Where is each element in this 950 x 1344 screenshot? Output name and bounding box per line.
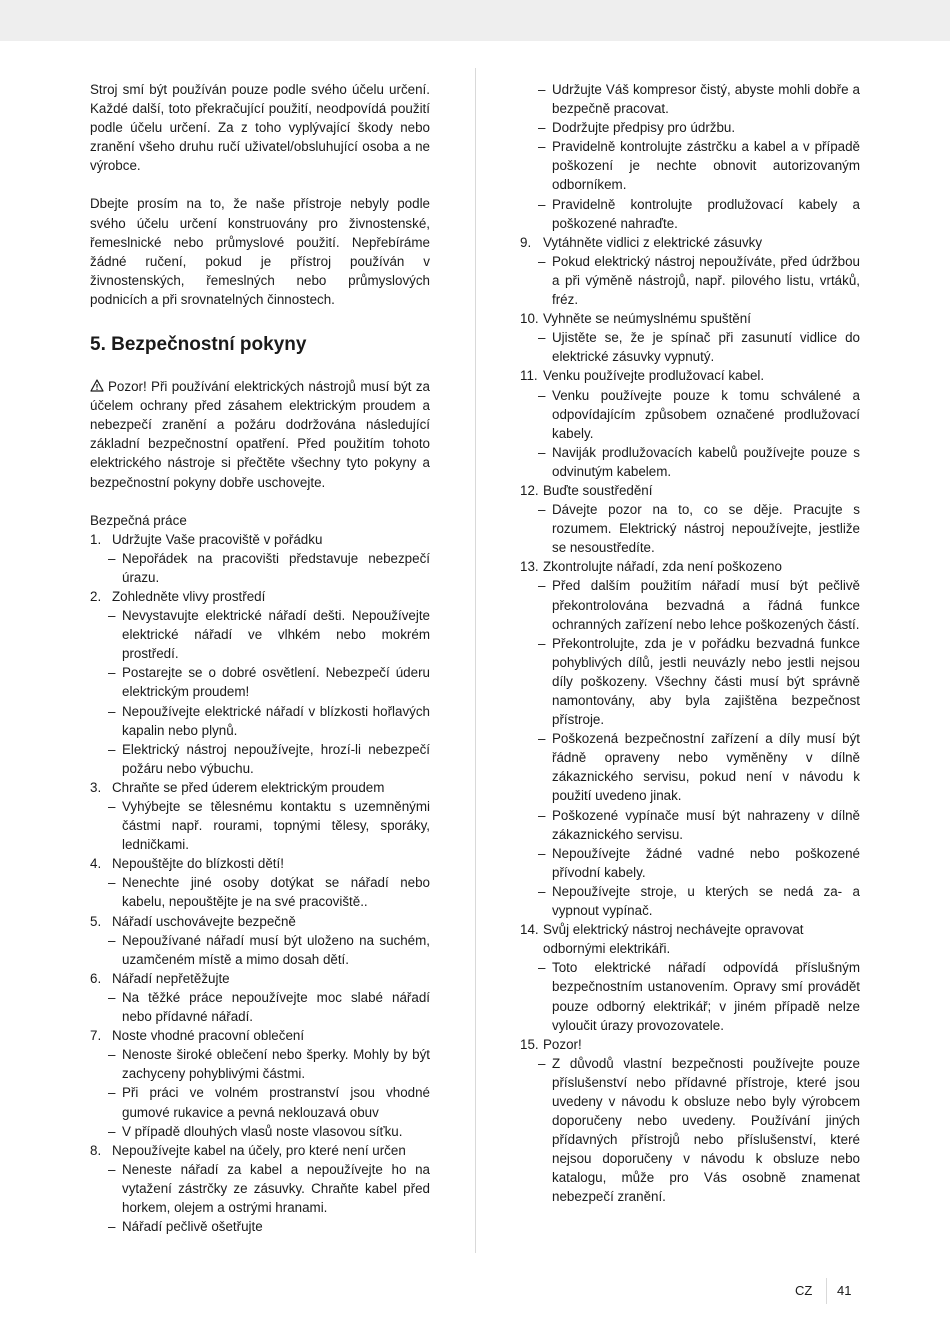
sub-list — [520, 252, 860, 309]
list-item-number: 10. — [520, 311, 539, 327]
list-item — [90, 587, 430, 778]
sub-list — [90, 606, 430, 778]
list-item-title — [520, 309, 860, 328]
right-top-sublist — [520, 80, 860, 233]
column-divider — [475, 68, 476, 1253]
sub-list-item: – Překontrolujte, zda je v pořádku bezvadná funkce pohyblivých dílů, jestli neuvázly nebo jestli nejsou díly poškozeny. Všechny části musí být správně namontovány, aby byla zajištěna bezpečnost přístroje. — [520, 634, 860, 729]
sub-list-item: – Naviják prodlužovacích kabelů používejte pouze s odvinutým kabelem. — [520, 443, 860, 481]
sub-list — [90, 988, 430, 1026]
list-item-title — [520, 366, 860, 385]
warning-triangle-icon — [90, 379, 104, 392]
list-item-number: 5. — [90, 913, 102, 929]
list-item-text: Nepoužívejte kabel na účely, pro které není určen — [112, 1142, 406, 1158]
sub-list-item: – Nepořádek na pracovišti představuje nebezpečí úrazu. — [90, 549, 430, 587]
sub-list-item: – Poškozené vypínače musí být nahrazeny v dílně zákaznického servisu. — [520, 806, 860, 844]
list-item-number: 9. — [520, 234, 532, 250]
list-item — [520, 1035, 860, 1207]
list-item — [520, 557, 860, 920]
list-item-title — [90, 854, 430, 873]
list-item — [90, 854, 430, 911]
list-item-title — [90, 1026, 430, 1045]
sub-list-item: – Nářadí pečlivě ošetřujte — [90, 1217, 430, 1236]
list-item-title — [90, 587, 430, 606]
sub-list — [520, 500, 860, 557]
sub-list — [520, 576, 860, 920]
sub-list — [520, 1054, 860, 1207]
sub-list-item: – Nepoužívané nářadí musí být uloženo na suchém, uzamčeném místě a mimo dosah dětí. — [90, 931, 430, 969]
list-item-title — [90, 778, 430, 797]
list-item — [520, 481, 860, 557]
list-item-number: 12. — [520, 482, 539, 498]
list-item-number: 4. — [90, 856, 102, 872]
sub-list-item: – Před dalším použitím nářadí musí být pečlivě překontrolována bezvadná a řádná funkce ochranných zařízení nebo lehce poškozených částí. — [520, 576, 860, 633]
sub-list-item: – Ujistěte se, že je spínač při zasunutí vidlice do elektrické zásuvky vypnutý. — [520, 328, 860, 366]
sub-list-item: – Nenoste široké oblečení nebo šperky. Mohly by být zachyceny pohyblivými částmi. — [90, 1045, 430, 1083]
sub-list-item: – Nenechte jiné osoby dotýkat se nářadí nebo kabelu, nepouštějte je na své pracoviště.. — [90, 873, 430, 911]
list-item-text: Pozor! — [543, 1036, 582, 1052]
list-item — [520, 233, 860, 309]
sub-list-item: – Toto elektrické nářadí odpovídá příslušným bezpečnostním ustanovením. Opravy smí provádět pouze odborný elektrikář; v jiném případě nelze vyloučit úrazy provozovatele. — [520, 958, 860, 1034]
list-item-text: Venku používejte prodlužovací kabel. — [543, 368, 765, 384]
list-item-number: 6. — [90, 970, 102, 986]
sub-list-item: – Dávejte pozor na to, co se děje. Pracujte s rozumem. Elektrický nástroj nepoužívejte, jestliže se nesoustředíte. — [520, 500, 860, 557]
sub-list-item: – Udržujte Váš kompresor čistý, abyste mohli dobře a bezpečně pracovat. — [520, 80, 860, 118]
sub-list — [90, 797, 430, 854]
right-instruction-list — [520, 233, 860, 1207]
sub-list-item: – Pravidelně kontrolujte zástrčku a kabel a v případě poškození je nechte obnovit autorizovaným odborníkem. — [520, 137, 860, 194]
list-item-number: 3. — [90, 779, 102, 795]
list-item-title — [90, 530, 430, 549]
left-instruction-list — [90, 530, 430, 1236]
list-item-text: Udržujte Vaše pracoviště v pořádku — [112, 531, 323, 547]
list-item-title — [520, 233, 860, 252]
list-item-title — [520, 920, 860, 958]
list-item — [90, 1141, 430, 1236]
sub-list-item: – Pokud elektrický nástroj nepoužíváte, před údržbou a při výměně nástrojů, např. pilového listu, vrtáků, fréz. — [520, 252, 860, 309]
list-item — [90, 530, 430, 587]
sub-list-item: – Dodržujte předpisy pro údržbu. — [520, 118, 860, 137]
sub-list-item: – Nepoužívejte stroje, u kterých se nedá za- a vypnout vypínač. — [520, 882, 860, 920]
list-item-text: Nářadí nepřetěžujte — [112, 970, 230, 986]
left-column — [90, 80, 430, 1236]
sub-list — [520, 328, 860, 366]
list-item-title — [90, 912, 430, 931]
sub-list-item: – Z důvodů vlastní bezpečnosti používejte pouze příslušenství nebo přídavné přístroje, které jsou uvedeny v návodu k obsluze nebo byly výrobcem doporučeny nebo uvedeny. Používání jiných přídavných přístrojů nebo příslušenství, které nejsou doporučeny v návodu k obsluze nebo katalogu, může pro Vás osobně znamenat nebezpečí zranění. — [520, 1054, 860, 1207]
list-item-number: 13. — [520, 559, 539, 575]
sub-list — [90, 931, 430, 969]
list-item-text: Chraňte se před úderem elektrickým proudem — [112, 779, 385, 795]
top-bar — [0, 0, 950, 41]
list-item-text: Nepouštějte do blízkosti dětí! — [112, 856, 284, 872]
intro-paragraph-2: Dbejte prosím na to, že naše přístroje nebyly podle svého účelu určení konstruovány pro živnostenské, řemeslnické nebo průmyslové použití. Nepřebíráme žádné ručení, pokud je přístroj používán v živnostenských, řemeslných nebo průmyslových podnicích a při srovnatelných činnostech. — [90, 196, 430, 307]
warning-text: Pozor! Při používání elektrických nástrojů musí být za účelem ochrany před zásahem elektrickým proudem a nebezpečí zranění a požáru dodržována následující základní bezpečnostní opatření. Před použitím tohoto elektrického nástroje si přečtěte všechny tyto pokyny a bezpečnostní pokyny dobře uschovejte. — [90, 379, 430, 490]
warning-paragraph — [90, 377, 430, 492]
footer-page-number: 41 — [837, 1283, 852, 1298]
section-heading: 5. Bezpečnostní pokyny — [90, 334, 307, 356]
sub-list-item: – Postarejte se o dobré osvětlení. Nebezpečí úderu elektrickým proudem! — [90, 663, 430, 701]
sub-list — [90, 1160, 430, 1236]
footer-divider — [826, 1278, 827, 1304]
list-item-number: 11. — [520, 368, 538, 384]
list-item-text: Zohledněte vlivy prostředí — [112, 588, 266, 604]
list-item-text: Zkontrolujte nářadí, zda není poškozeno — [543, 559, 782, 575]
list-item-title — [90, 1141, 430, 1160]
sub-list-item: – Poškozená bezpečnostní zařízení a díly musí být řádně opraveny nebo vyměněny v dílně zákaznického servisu, pokud není v návodu k použití uvedeno jinak. — [520, 729, 860, 805]
sub-list-item: – Elektrický nástroj nepoužívejte, hrozí-li nebezpečí požáru nebo výbuchu. — [90, 740, 430, 778]
sub-list-item: – Venku používejte pouze k tomu schválené a odpovídajícím způsobem označené prodlužovací kabely. — [520, 386, 860, 443]
sub-list — [90, 1045, 430, 1140]
list-item — [520, 366, 860, 481]
list-item-number: 15. — [520, 1036, 539, 1052]
footer-language: CZ — [795, 1283, 813, 1298]
list-item-number: 8. — [90, 1142, 102, 1158]
list-item-title — [520, 557, 860, 576]
sub-list-item: – Na těžké práce nepoužívejte moc slabé nářadí nebo přídavné nářadí. — [90, 988, 430, 1026]
list-item — [90, 1026, 430, 1141]
list-item — [90, 912, 430, 969]
sub-list — [520, 386, 860, 481]
right-column — [520, 80, 860, 1207]
list-item — [520, 920, 860, 1035]
list-item — [90, 778, 430, 854]
list-item-text: Vyhněte se neúmyslnému spuštění — [543, 311, 751, 327]
sub-list-item: – Při práci ve volném prostranství jsou vhodné gumové rukavice a pevná neklouzavá obuv — [90, 1083, 430, 1121]
list-item-number: 2. — [90, 588, 102, 604]
list-item-title — [90, 969, 430, 988]
sub-list — [520, 958, 860, 1034]
list-item-number: 1. — [90, 531, 102, 547]
sub-list-item: – Neneste nářadí za kabel a nepoužívejte ho na vytažení zástrčky ze zásuvky. Chraňte kabel před horkem, olejem a ostrými hranami. — [90, 1160, 430, 1217]
list-item-text: Vytáhněte vidlici z elektrické zásuvky — [543, 234, 763, 250]
sub-list — [90, 873, 430, 911]
list-item — [520, 309, 860, 366]
sub-list-item: – Nepoužívejte žádné vadné nebo poškozené přívodní kabely. — [520, 844, 860, 882]
sub-list-item: – Pravidelně kontrolujte prodlužovací kabely a poškozené nahraďte. — [520, 195, 860, 233]
intro-paragraph-1: Stroj smí být používán pouze podle svého účelu určení. Každé další, toto překračující použití, neodpovídá použití podle účelu určení. Za z toho vyplývající škody nebo zranění všeho druhu ručí uživatel/obsluhující osoba a ne výrobce. — [90, 82, 430, 174]
sub-list — [90, 549, 430, 587]
list-item-text: Buďte soustředění — [543, 482, 653, 498]
sub-list-item: – Nevystavujte elektrické nářadí dešti. Nepoužívejte elektrické nářadí ve vlhkém nebo mokrém prostředí. — [90, 606, 430, 663]
sub-list-item: – V případě dlouhých vlasů noste vlasovou síťku. — [90, 1122, 430, 1141]
sub-list-item: – Nepoužívejte elektrické nářadí v blízkosti hořlavých kapalin nebo plynů. — [90, 702, 430, 740]
list-item-text: Nářadí uschovávejte bezpečně — [112, 913, 296, 929]
list-item-number: 7. — [90, 1028, 102, 1044]
list-item-title — [520, 481, 860, 500]
list-item-number: 14. — [520, 922, 539, 938]
list-item-text: Svůj elektrický nástroj nechávejte opravovat odbornými elektrikáři. — [543, 922, 804, 957]
safe-work-label: Bezpečná práce — [90, 512, 187, 528]
list-item-title — [520, 1035, 860, 1054]
list-item-text: Noste vhodné pracovní oblečení — [112, 1028, 305, 1044]
list-item — [90, 969, 430, 1026]
sub-list-item: – Vyhýbejte se tělesnému kontaktu s uzemněnými částmi např. rourami, topnými tělesy, sporáky, ledničkami. — [90, 797, 430, 854]
